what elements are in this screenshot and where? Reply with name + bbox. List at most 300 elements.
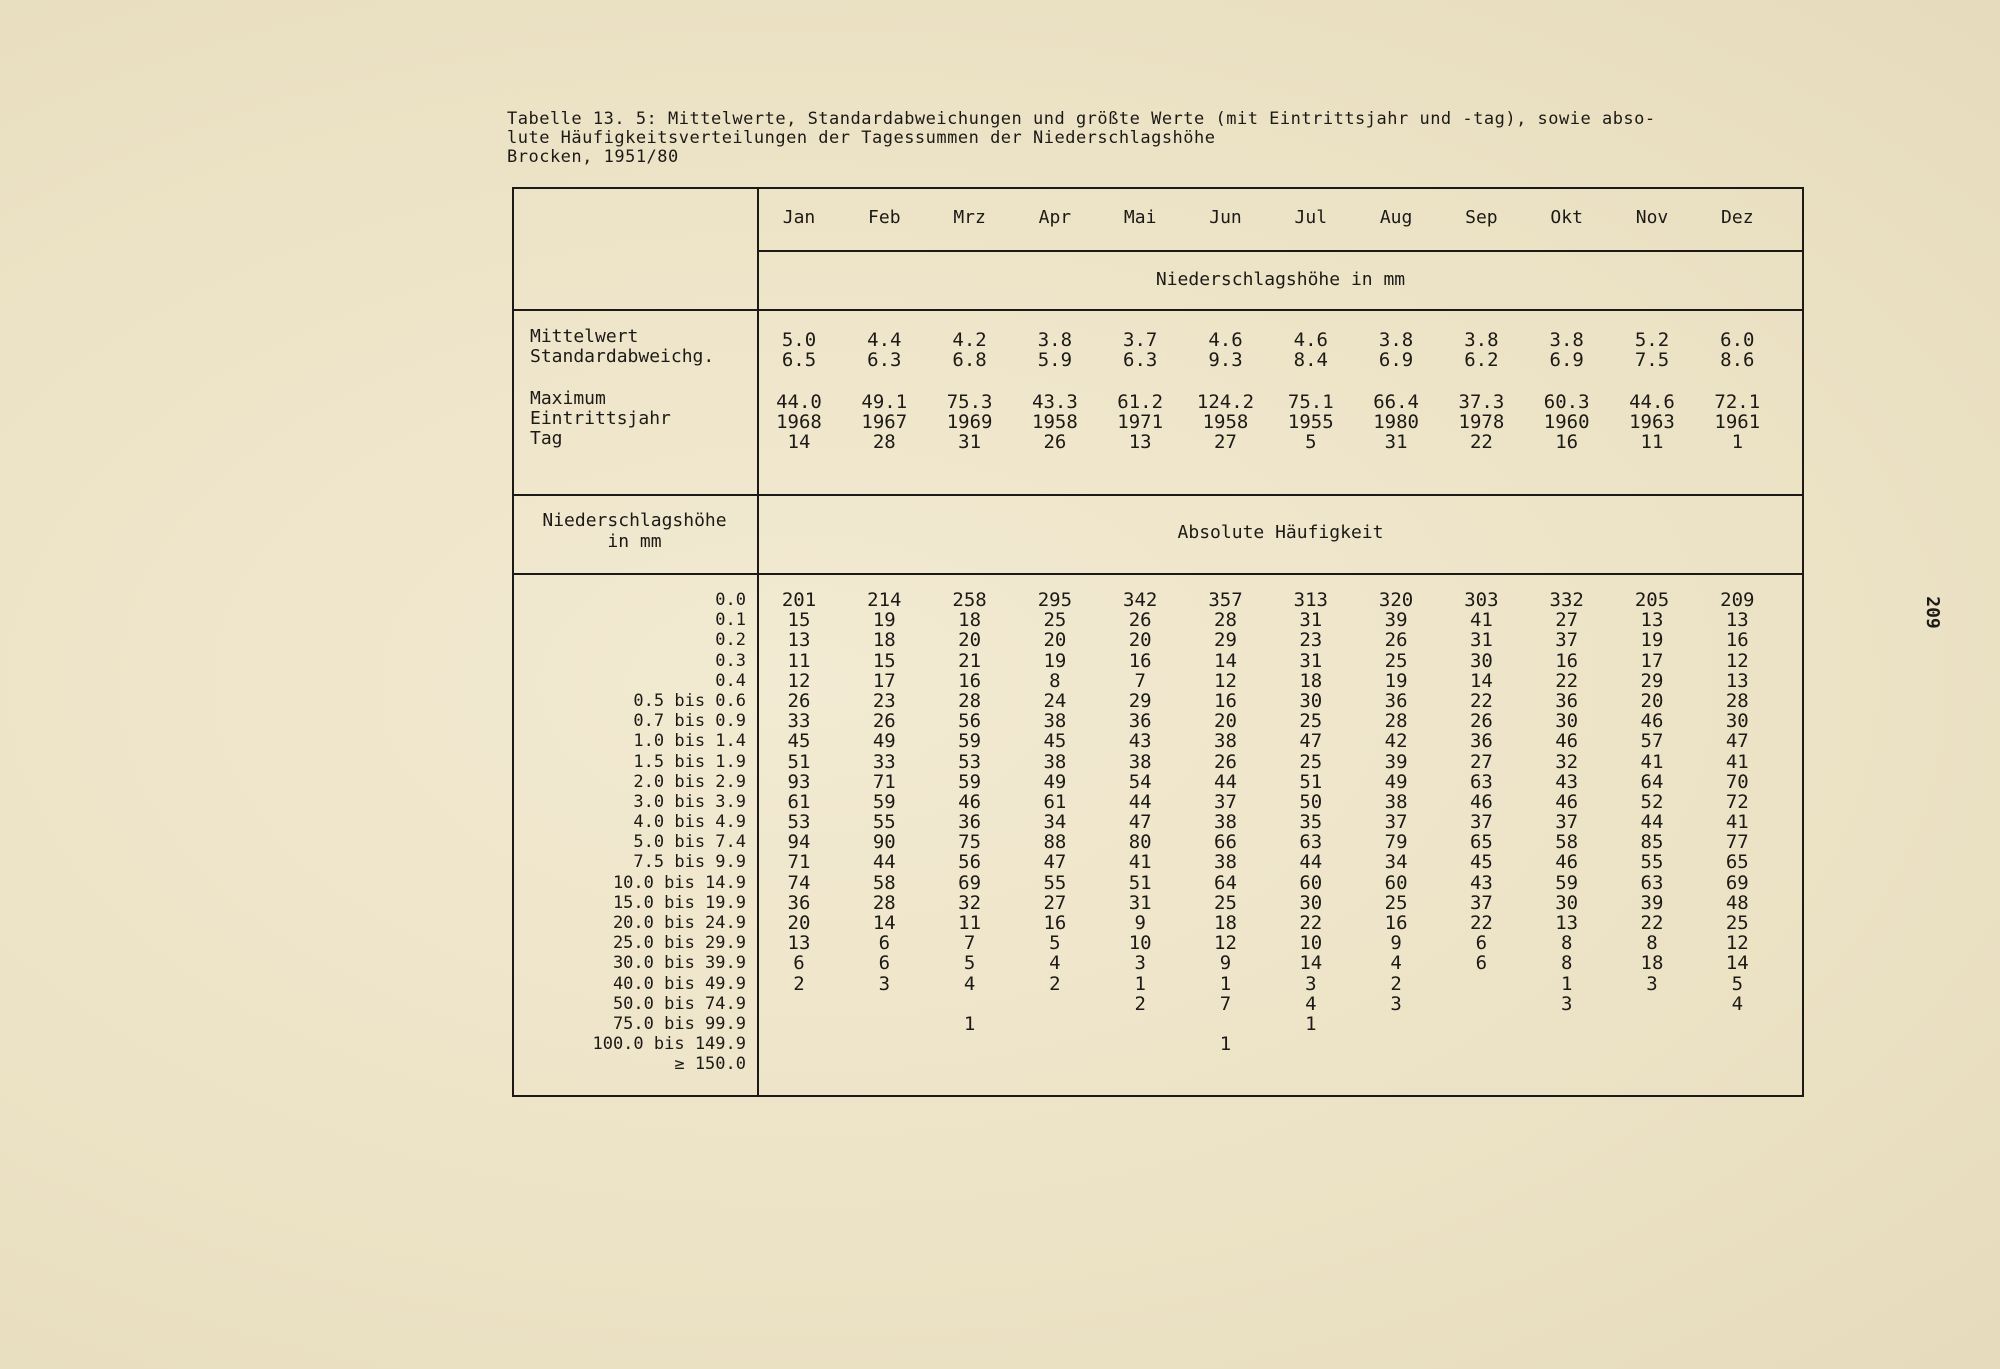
frequency-cell: 37 [1384,811,1408,834]
month-header-apr: Apr [1038,207,1072,228]
frequency-cell: 47 [1043,851,1067,874]
frequency-cell: 49 [1043,770,1067,793]
month-header-mrz: Mrz [953,207,986,228]
class-row: 2.0 bis 2.9 [633,771,746,792]
stat-max-feb: 49.1 [861,391,908,413]
frequency-cell: 39 [1640,891,1664,914]
frequency-column-nov [1617,590,1687,1075]
frequency-cell: 26 [787,689,811,712]
frequency-cell: 11 [958,912,982,934]
frequency-cell: 3 [1390,992,1402,1015]
stat-year-feb: 1967 [861,411,908,433]
frequency-cell: 25 [1299,750,1323,773]
frequency-cell [1617,1034,1687,1054]
frequency-cell: 30 [1299,891,1323,914]
frequency-cell: 16 [1128,649,1152,672]
stat-year-sep: 1978 [1458,411,1505,433]
frequency-cell: 18 [1214,912,1237,934]
frequency-cell: 60 [1384,871,1408,894]
frequency-cell: 90 [872,831,896,854]
frequency-cell: 13 [1555,912,1579,934]
frequency-cell: 27 [1555,609,1579,632]
stat-std-feb: 6.3 [867,349,902,371]
frequency-cell: 47 [1299,730,1323,753]
frequency-cell: 13 [1725,669,1749,692]
frequency-cell: 303 [1464,589,1499,611]
frequency-cell: 4 [1305,992,1317,1015]
frequency-cell: 2 [793,972,805,995]
label-day: Tag [530,428,563,449]
stat-max-apr: 43.3 [1032,391,1078,413]
frequency-cell: 51 [1128,871,1152,894]
frequency-cell: 31 [1299,609,1323,632]
frequency-cell: 38 [1043,750,1067,773]
stat-std-nov: 7.5 [1634,349,1670,371]
stat-std-jul: 8.4 [1293,349,1328,371]
frequency-cell: 25 [1725,912,1749,934]
rule-unit-header [512,309,1804,311]
frequency-column-aug [1361,590,1431,1075]
frequency-cell: 30 [1555,891,1579,914]
frequency-header: Absolute Häufigkeit [1177,522,1384,543]
frequency-cell: 320 [1378,589,1414,611]
frequency-cell: 295 [1037,589,1073,611]
frequency-cell: 28 [958,689,982,712]
frequency-cell: 12 [1214,669,1237,692]
frequency-cell: 342 [1123,589,1158,611]
frequency-cell: 36 [1555,689,1579,712]
frequency-cell: 4 [963,972,976,995]
stat-mean-dez: 6.0 [1720,329,1755,351]
frequency-cell: 41 [1128,851,1152,874]
frequency-cell: 22 [1469,689,1493,712]
stat-year-mai: 1971 [1117,411,1164,433]
frequency-column-jul [1276,590,1346,1075]
frequency-cell: 2 [1049,972,1061,995]
frequency-cell: 80 [1128,831,1152,854]
month-header-okt: Okt [1550,207,1583,228]
stat-std-dez: 8.6 [1720,349,1755,371]
frequency-cell: 31 [1299,649,1323,672]
class-row: 40.0 bis 49.9 [612,973,746,994]
frequency-cell: 16 [1214,689,1237,712]
frequency-cell: 13 [1725,609,1749,632]
frequency-cell: 94 [787,831,811,854]
frequency-cell: 51 [1299,770,1323,793]
frequency-cell: 72 [1725,790,1749,813]
frequency-cell: 46 [958,790,982,813]
month-header-nov: Nov [1635,207,1669,228]
frequency-cell: 36 [1128,710,1152,733]
rule-month-header [757,250,1804,252]
frequency-cell: 46 [1555,790,1579,813]
frequency-cell: 38 [1214,811,1237,834]
frequency-cell: 37 [1555,629,1579,652]
frequency-cell: 20 [1214,710,1237,733]
class-row: 0.7 bis 0.9 [633,711,746,732]
frequency-cell [1276,1034,1346,1054]
frequency-cell: 46 [1640,710,1664,733]
frequency-cell: 1 [1305,1012,1317,1035]
frequency-cell: 332 [1549,589,1584,611]
frequency-cell: 18 [872,629,896,652]
class-row: 15.0 bis 19.9 [612,892,746,913]
class-row: ≥ 150.0 [674,1054,746,1075]
frequency-cell [935,1054,1005,1074]
frequency-cell [1532,1014,1602,1034]
frequency-column-jan [764,590,834,1075]
frequency-cell: 28 [1725,689,1749,712]
frequency-cell: 13 [787,932,811,955]
frequency-cell: 20 [1128,629,1152,652]
rule-freq-header [512,573,1804,575]
frequency-cell: 20 [1043,629,1067,652]
stat-year-jul: 1955 [1287,411,1334,433]
frequency-cell: 41 [1469,609,1493,632]
frequency-cell: 26 [1469,710,1493,733]
frequency-cell: 69 [958,871,982,894]
stat-std-aug: 6.9 [1378,349,1414,371]
frequency-cell: 48 [1725,891,1749,914]
frequency-cell: 19 [872,609,896,632]
month-header-jul: Jul [1294,207,1328,228]
stat-std-mai: 6.3 [1123,349,1158,371]
frequency-cell: 38 [1043,710,1067,733]
frequency-cell: 7 [963,932,976,955]
stat-max-aug: 66.4 [1373,391,1419,413]
frequency-cell [935,1034,1005,1054]
frequency-cell: 79 [1384,831,1408,854]
stat-std-okt: 6.9 [1549,349,1584,371]
frequency-cell: 24 [1043,689,1067,712]
stat-year-apr: 1958 [1032,411,1078,433]
frequency-cell [1105,1014,1175,1034]
frequency-cell [1105,1054,1175,1074]
frequency-cell: 35 [1299,811,1323,834]
caption-line-2: lute Häufigkeitsverteilungen der Tagessummen der Niederschlagshöhe [507,128,1216,148]
frequency-cell: 214 [867,589,902,611]
table-caption [507,110,1827,167]
class-row: 4.0 bis 4.9 [633,812,746,833]
frequency-cell [1020,994,1090,1014]
stat-year-aug: 1980 [1373,411,1419,433]
frequency-cell [1191,1054,1261,1074]
frequency-cell: 25 [1384,891,1408,914]
frequency-cell [1446,1054,1516,1074]
frequency-cell [1105,1034,1175,1054]
frequency-cell: 26 [1384,629,1408,652]
frequency-cell: 36 [958,811,982,834]
frequency-cell: 33 [787,710,811,733]
frequency-cell: 5 [963,952,976,975]
stat-day-apr: 26 [1043,431,1067,453]
frequency-cell: 20 [958,629,982,652]
frequency-cell [1020,1054,1090,1074]
label-mean: Mittelwert [530,326,639,347]
frequency-cell: 26 [1214,750,1237,773]
frequency-cell [1702,1054,1772,1074]
frequency-cell: 59 [1555,871,1579,894]
stat-year-nov: 1963 [1629,411,1675,433]
precipitation-table [512,187,1804,1097]
frequency-column-sep [1446,590,1516,1075]
frequency-cell: 14 [1725,952,1749,975]
stat-year-jan: 1968 [776,411,822,433]
frequency-cell [1361,1034,1431,1054]
frequency-cell: 58 [1555,831,1579,854]
label-max: Maximum [530,388,606,409]
frequency-cell: 12 [1214,932,1237,955]
frequency-cell: 36 [1384,689,1408,712]
frequency-cell: 63 [1299,831,1323,854]
stat-max-jul: 75.1 [1287,391,1334,413]
frequency-cell: 9 [1134,912,1146,934]
frequency-cell: 69 [1725,871,1749,894]
frequency-cell: 32 [958,891,982,914]
frequency-column-okt [1532,590,1602,1075]
frequency-cell: 23 [1299,629,1323,652]
frequency-cell: 63 [1469,770,1493,793]
frequency-cell: 2 [1134,992,1146,1015]
frequency-cell: 56 [958,851,982,874]
frequency-cell: 26 [872,710,896,733]
class-row: 0.3 [715,650,746,671]
rule-bottom [512,1095,1804,1097]
frequency-cell: 45 [787,730,811,753]
frequency-cell: 88 [1043,831,1067,854]
frequency-cell: 5 [1731,972,1744,995]
stat-day-mrz: 31 [958,431,982,453]
frequency-cell: 38 [1384,790,1408,813]
frequency-cell: 209 [1720,589,1755,611]
frequency-cell: 47 [1725,730,1749,753]
frequency-cell: 57 [1640,730,1664,753]
frequency-cell: 23 [872,689,896,712]
frequency-cell [1532,1054,1602,1074]
frequency-cell: 22 [1555,669,1579,692]
label-year: Eintrittsjahr [530,408,671,429]
frequency-column-apr [1020,590,1090,1075]
stat-max-mai: 61.2 [1117,391,1164,413]
frequency-cell [1361,1054,1431,1074]
month-header-sep: Sep [1465,207,1498,228]
frequency-cell: 51 [787,750,811,773]
frequency-cell: 43 [1128,730,1152,753]
caption-line-1: Tabelle 13. 5: Mittelwerte, Standardabweichungen und größte Werte (mit Eintrittsjahr und -tag), sowie abso- [507,109,1656,129]
class-row: 25.0 bis 29.9 [612,933,746,954]
frequency-cell: 25 [1384,649,1408,672]
frequency-cell: 39 [1384,609,1408,632]
frequency-cell: 18 [1640,952,1664,975]
stat-std-mrz: 6.8 [952,349,987,371]
frequency-cell: 38 [1214,851,1237,874]
frequency-cell: 30 [1299,689,1323,712]
frequency-cell: 30 [1469,649,1493,672]
frequency-cell: 38 [1128,750,1152,773]
frequency-cell: 30 [1725,710,1749,733]
frequency-cell [1446,974,1516,994]
stat-year-mrz: 1969 [946,411,993,433]
frequency-cell: 58 [872,871,896,894]
frequency-cell: 85 [1640,831,1664,854]
frequency-cell [849,1014,919,1034]
frequency-cell: 45 [1043,730,1067,753]
frequency-cell: 201 [781,589,817,611]
caption-line-3: Brocken, 1951/80 [507,147,679,167]
frequency-cell: 50 [1299,790,1323,813]
frequency-cell: 13 [787,629,811,652]
stat-day-jul: 5 [1305,431,1317,453]
frequency-cell: 19 [1043,649,1067,672]
frequency-cell: 16 [1384,912,1408,934]
frequency-cell: 1 [963,1012,976,1035]
frequency-cell: 6 [878,952,891,975]
frequency-cell: 357 [1208,589,1243,611]
stat-max-jan: 44.0 [776,391,822,413]
class-row: 100.0 bis 149.9 [592,1034,746,1055]
rule-stats-bottom [512,494,1804,496]
stat-max-jun: 124.2 [1196,391,1255,413]
month-header-feb: Feb [868,207,901,228]
frequency-cell: 28 [1384,710,1408,733]
month-header-dez: Dez [1721,207,1754,228]
frequency-cell: 25 [1299,710,1323,733]
frequency-cell: 17 [872,669,896,692]
class-row: 1.5 bis 1.9 [633,751,746,772]
frequency-cell [935,994,1005,1014]
frequency-cell [764,1054,834,1074]
frequency-cell: 8 [1646,932,1658,955]
frequency-column-dez [1702,590,1772,1075]
frequency-cell: 60 [1299,871,1323,894]
frequency-cell: 6 [1475,952,1488,975]
frequency-cell: 7 [1134,669,1146,692]
stat-mean-nov: 5.2 [1634,329,1670,351]
frequency-cell: 26 [1128,609,1152,632]
frequency-cell: 63 [1640,871,1664,894]
frequency-cell: 43 [1555,770,1579,793]
frequency-cell: 29 [1128,689,1152,712]
frequency-cell: 27 [1043,891,1067,914]
stat-mean-sep: 3.8 [1464,329,1499,351]
class-header [512,510,757,552]
frequency-cell: 22 [1640,912,1664,934]
stat-day-aug: 31 [1384,431,1408,453]
frequency-cell: 16 [958,669,982,692]
frequency-cell: 44 [1214,770,1237,793]
frequency-cell: 30 [1555,710,1579,733]
frequency-cell: 36 [1469,730,1493,753]
rule-left [512,187,514,1097]
class-row: 0.4 [715,670,746,691]
frequency-column-feb [849,590,919,1075]
stat-day-sep: 22 [1469,431,1493,453]
stat-year-jun: 1958 [1202,411,1249,433]
frequency-cell: 6 [1475,932,1488,955]
frequency-cell: 71 [787,851,811,874]
frequency-cell: 19 [1384,669,1408,692]
frequency-column-mai [1105,590,1175,1075]
class-row: 50.0 bis 74.9 [612,993,746,1014]
frequency-cell: 37 [1214,790,1237,813]
frequency-cell: 22 [1299,912,1323,934]
frequency-cell: 37 [1555,811,1579,834]
frequency-cell: 1 [1219,972,1232,995]
class-row: 10.0 bis 14.9 [612,872,746,893]
frequency-cell: 17 [1640,649,1664,672]
frequency-cell: 31 [1128,891,1152,914]
frequency-cell: 20 [1640,689,1664,712]
frequency-cell: 18 [958,609,982,632]
class-row: 20.0 bis 24.9 [612,913,746,933]
frequency-cell: 53 [787,811,811,834]
frequency-cell: 44 [1128,790,1152,813]
class-header-line-2: in mm [607,531,662,552]
frequency-cell [1020,1014,1090,1034]
frequency-cell: 38 [1214,730,1237,753]
frequency-cell: 14 [1469,669,1493,692]
frequency-cell: 25 [1043,609,1067,632]
stat-mean-mrz: 4.2 [952,329,987,351]
frequency-cell: 44 [1640,811,1664,834]
frequency-cell: 3 [1560,992,1573,1015]
frequency-cell: 53 [958,750,982,773]
frequency-cell: 64 [1640,770,1664,793]
frequency-cell: 66 [1214,831,1237,854]
frequency-cell: 3 [878,972,891,995]
frequency-cell: 16 [1043,912,1067,934]
class-row: 0.1 [715,610,746,631]
frequency-cell: 61 [787,790,811,813]
frequency-cell: 3 [1646,972,1658,995]
frequency-cell: 6 [793,952,805,975]
frequency-cell: 313 [1293,589,1328,611]
frequency-cell: 55 [1043,871,1067,894]
frequency-cell: 14 [1214,649,1237,672]
class-row: 1.0 bis 1.4 [633,731,746,752]
frequency-cell: 16 [1555,649,1579,672]
frequency-cell [764,994,834,1014]
frequency-cell: 46 [1469,790,1493,813]
frequency-cell: 8 [1560,932,1573,955]
frequency-cell: 29 [1640,669,1664,692]
frequency-cell [1617,1054,1687,1074]
frequency-cell [849,994,919,1014]
frequency-cell: 12 [1725,932,1749,955]
stat-mean-feb: 4.4 [867,329,902,351]
frequency-column-jun [1191,590,1261,1075]
stat-std-sep: 6.2 [1464,349,1499,371]
frequency-cell [1446,994,1516,1014]
frequency-cell: 37 [1469,891,1493,914]
frequency-cell: 19 [1640,629,1664,652]
stat-mean-jul: 4.6 [1293,329,1328,351]
stat-year-okt: 1960 [1543,411,1590,433]
frequency-cell: 20 [787,912,811,934]
frequency-cell: 44 [872,851,896,874]
frequency-cell: 28 [1214,609,1237,632]
rule-right [1802,187,1804,1097]
stat-day-dez: 1 [1731,431,1744,453]
stat-std-jun: 9.3 [1208,349,1243,371]
frequency-cell [1361,1014,1431,1034]
frequency-cell: 52 [1640,790,1664,813]
frequency-column-mrz [935,590,1005,1075]
frequency-cell: 18 [1299,669,1323,692]
frequency-cell: 15 [872,649,896,672]
frequency-cell: 42 [1384,730,1408,753]
stat-day-nov: 11 [1640,431,1664,453]
